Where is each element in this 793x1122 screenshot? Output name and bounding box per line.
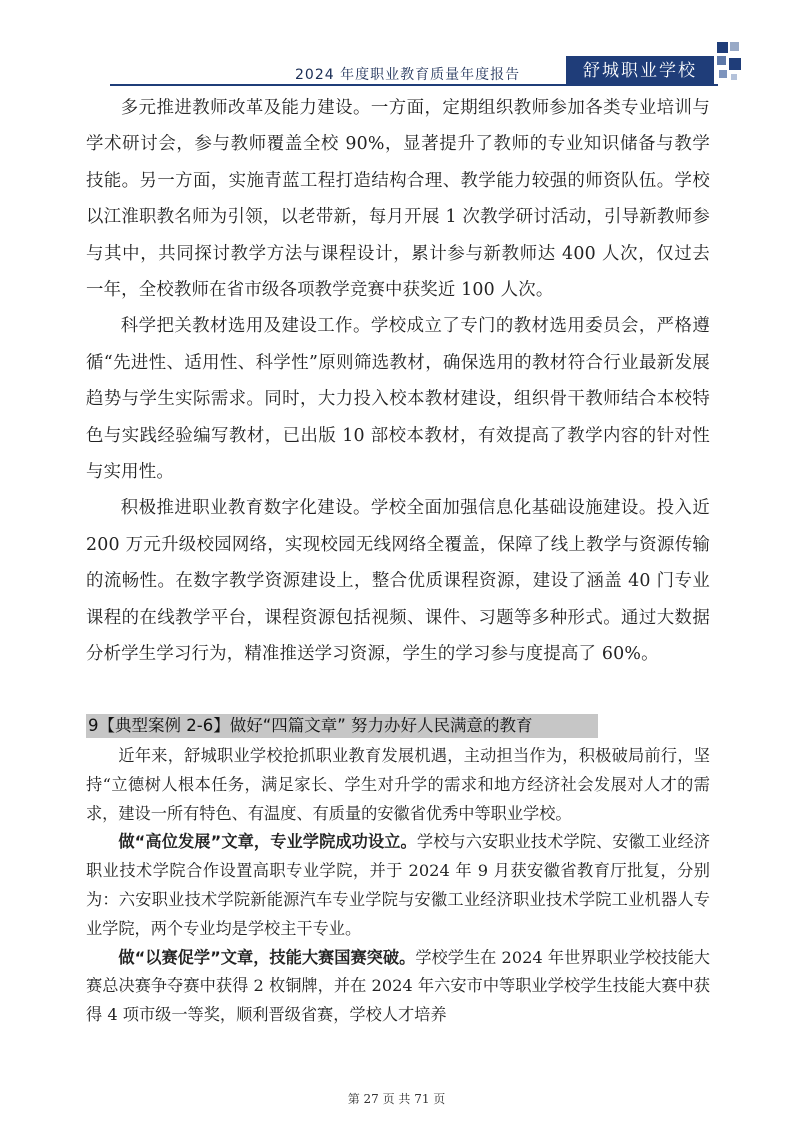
case-item: [86, 828, 710, 943]
case-body: [86, 742, 710, 1030]
page-header: [0, 0, 793, 90]
case-item: [86, 944, 710, 1030]
report-title: 2024 年度职业教育质量年度报告: [295, 67, 521, 83]
school-name-badge: 舒城职业学校: [566, 56, 714, 86]
decorative-square: [717, 56, 726, 65]
case-intro: 近年来，舒城职业学校抢抓职业教育发展机遇，主动担当作为，积极破局前行，坚持“立德树人根本任务，满足家长、学生对升学的需求和地方经济社会发展对人才的需求，建设一所有特色、有温度、有质量的安徽省优秀中等职业学校。: [86, 746, 710, 823]
body-paragraph: 多元推进教师改革及能力建设。一方面，定期组织教师参加各类专业培训与学术研讨会，参与教师覆盖全校 90%，显著提升了教师的专业知识储备与教学技能。另一方面，实施青蓝工程打造结构合理、教学能力较强的师资队伍。学校以江淮职教名师为引领，以老带新，每月开展 1 次教学研讨活动，引导新教师参与其中，共同探讨教学方法与课程设计，累计参与新教师达 400 人次，仅过去一年，全校教师在省市级各项教学竞赛中获奖近 100 人次。: [86, 98, 710, 301]
decorative-square: [717, 42, 728, 53]
case-heading: 9【典型案例 2-6】做好“四篇文章” 努力办好人民满意的教育: [86, 714, 598, 738]
decorative-square: [719, 70, 727, 78]
decorative-square: [730, 42, 739, 51]
case-item-text: 学校学生在 2024 年世界职业学校技能大赛总决赛争夺赛中获得 2 枚铜牌，并在 2024 年六安市中等职业学校学生技能大赛中获得 4 项市级一等奖，顺利晋级省赛，学校人才培养: [86, 947, 710, 1025]
decorative-square: [729, 58, 741, 70]
case-item-title: 做“高位发展”文章，专业学院成功设立。: [118, 832, 417, 852]
body-paragraph: 科学把关教材选用及建设工作。学校成立了专门的教材选用委员会，严格遵循“先进性、适用性、科学性”原则筛选教材，确保选用的教材符合行业最新发展趋势与学生实际需求。同时，大力投入校本教材建设，组织骨干教师结合本校特色与实践经验编写教材，已出版 10 部校本教材，有效提高了教学内容的针对性与实用性。: [86, 316, 710, 483]
case-item-title: 做“以赛促学”文章，技能大赛国赛突破。: [118, 947, 416, 967]
body-paragraph: 积极推进职业教育数字化建设。学校全面加强信息化基础设施建设。投入近 200 万元升级校园网络，实现校园无线网络全覆盖，保障了线上教学与资源传输的流畅性。在数字教学资源建设上，整合优质课程资源，建设了涵盖 40 门专业课程的在线教学平台，课程资源包括视频、课件、习题等多种形式。通过大数据分析学生学习行为，精准推送学习资源，学生的学习参与度提高了 60%。: [86, 498, 710, 665]
decorative-square: [731, 74, 737, 80]
case-item-text: 学校与六安职业技术学院、安徽工业经济职业技术学院合作设置高职专业学院，并于 2024 年 9 月获安徽省教育厅批复，分别为：六安职业技术学院新能源汽车专业学院与安徽工业经济职业技术学院工业机器人专业学院，两个专业均是学校主干专业。: [86, 832, 710, 938]
page-number: 第 27 页 共 71 页: [347, 1092, 446, 1106]
main-body: [86, 90, 710, 673]
